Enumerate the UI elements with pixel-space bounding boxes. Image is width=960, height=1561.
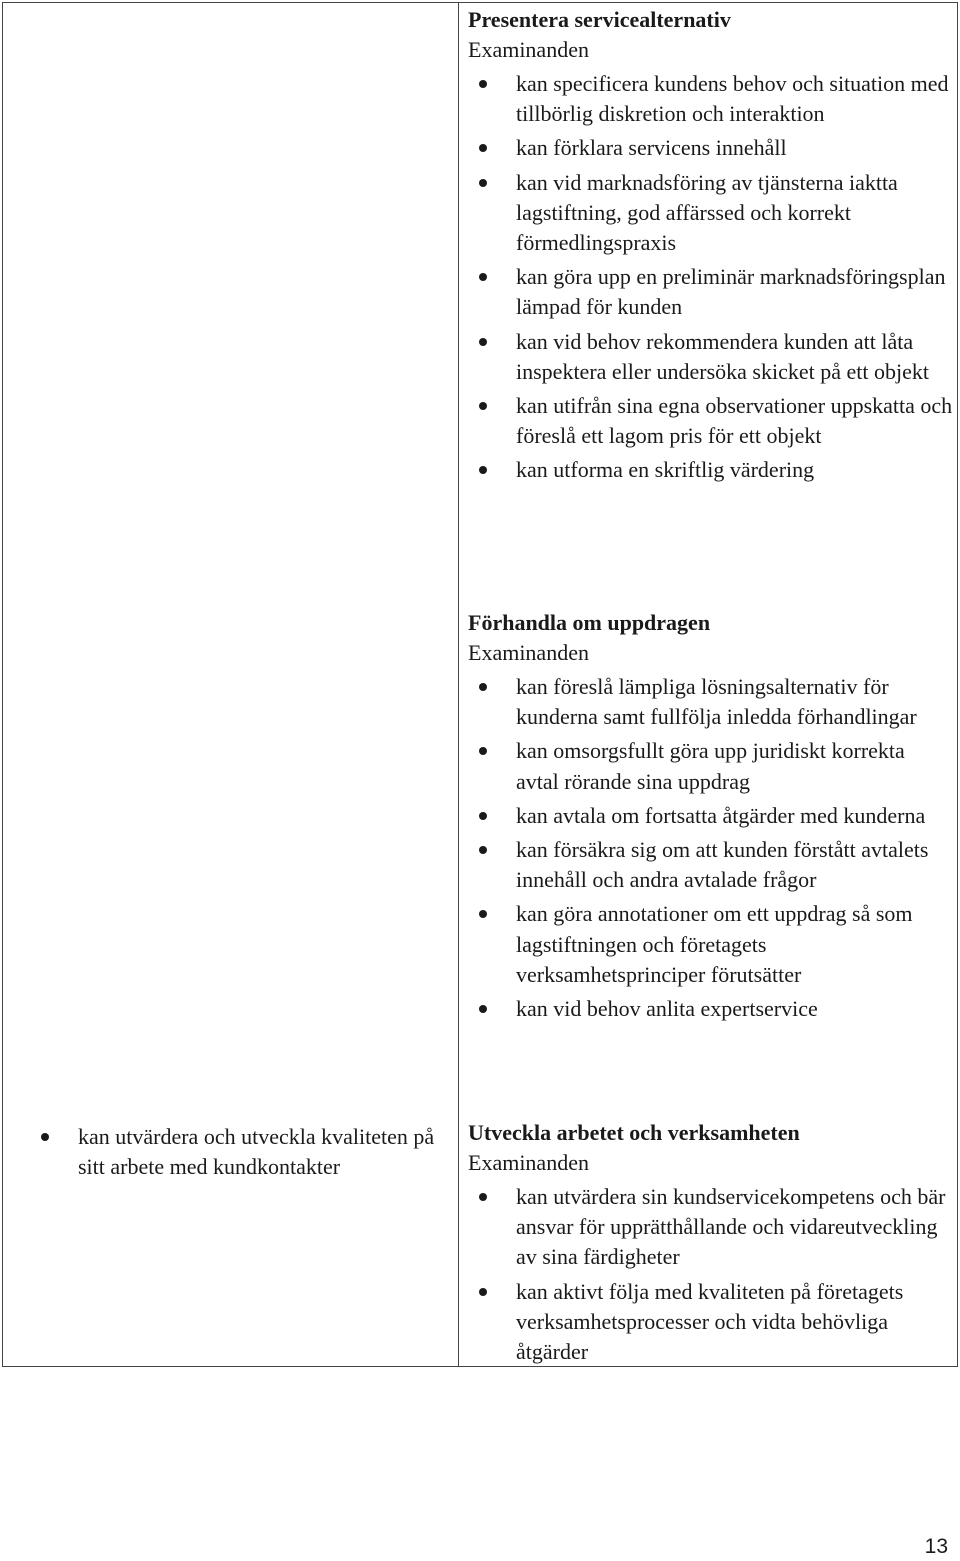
list-item bbox=[468, 455, 953, 485]
list-item bbox=[468, 327, 953, 387]
list-item bbox=[468, 69, 953, 129]
list-item-text: kan avtala om fortsatta åtgärder med kunderna bbox=[516, 802, 926, 828]
list-item-text: kan föreslå lämpliga lösningsalternativ för kunderna samt fullfölja inledda förhandlingar bbox=[516, 674, 917, 730]
list-item-text: kan aktivt följa med kvaliteten på företagets verksamhetsprocesser och vidta behövliga åtgärder bbox=[516, 1278, 904, 1365]
list-item-text: kan vid behov rekommendera kunden att låta inspektera eller undersöka skicket på ett objekt bbox=[516, 328, 929, 384]
list-item bbox=[468, 133, 953, 163]
list-item bbox=[468, 1182, 953, 1273]
bullet-icon bbox=[479, 747, 487, 755]
section-title: Utveckla arbetet och verksamheten bbox=[468, 1120, 800, 1145]
criteria-table bbox=[2, 2, 958, 1367]
bullet-icon bbox=[479, 402, 487, 410]
list-item bbox=[468, 736, 953, 796]
bullet-icon bbox=[479, 846, 487, 854]
left-column-list bbox=[35, 1122, 445, 1186]
bullet-icon bbox=[479, 144, 487, 152]
bullet-icon bbox=[479, 338, 487, 346]
list-item-text: kan göra annotationer om ett uppdrag så som lagstiftningen och företagets verksamhetsprinciper förutsätter bbox=[516, 901, 913, 987]
list-item-text: kan försäkra sig om att kunden förstått avtalets innehåll och andra avtalade frågor bbox=[516, 837, 929, 893]
section-presentera bbox=[468, 5, 953, 490]
list-item-text: kan förklara servicens innehåll bbox=[516, 135, 787, 161]
list-item bbox=[468, 672, 953, 732]
criteria-list bbox=[468, 672, 953, 1024]
bullet-icon bbox=[479, 1193, 487, 1201]
bullet-icon bbox=[479, 466, 487, 474]
list-item-text: kan vid behov anlita expertservice bbox=[516, 996, 818, 1022]
bullet-icon bbox=[41, 1133, 49, 1141]
list-item-text: kan omsorgsfullt göra upp juridiskt korrekta avtal rörande sina uppdrag bbox=[516, 738, 905, 794]
right-column-cell bbox=[460, 3, 957, 1366]
bullet-icon bbox=[479, 1005, 487, 1013]
bullet-icon bbox=[479, 80, 487, 88]
list-item bbox=[35, 1122, 445, 1182]
list-item bbox=[468, 994, 953, 1024]
section-title: Förhandla om uppdragen bbox=[468, 610, 711, 635]
list-item-text: kan vid marknadsföring av tjänsterna iaktta lagstiftning, god affärssed och korrekt förmedlingspraxis bbox=[516, 169, 898, 256]
list-item-text: kan göra upp en preliminär marknadsföringsplan lämpad för kunden bbox=[516, 264, 946, 320]
bullet-icon bbox=[479, 812, 487, 820]
list-item-text: kan utforma en skriftlig värdering bbox=[516, 457, 815, 483]
list-item bbox=[468, 801, 953, 831]
section-forhandla bbox=[468, 608, 953, 1028]
list-item-text: kan specificera kundens behov och situation med tillbörlig diskretion och interaktion bbox=[516, 71, 949, 127]
section-subtitle: Examinanden bbox=[468, 640, 589, 665]
list-item bbox=[468, 899, 953, 990]
section-title: Presentera servicealternativ bbox=[468, 7, 731, 32]
column-divider bbox=[458, 3, 459, 1366]
list-item-text: kan utifrån sina egna observationer uppskatta och föreslå ett lagom pris för ett objekt bbox=[516, 393, 953, 449]
section-subtitle: Examinanden bbox=[468, 37, 589, 62]
list-item bbox=[468, 168, 953, 259]
list-item bbox=[468, 835, 953, 895]
criteria-list bbox=[468, 69, 953, 486]
section-utveckla bbox=[468, 1118, 953, 1371]
list-item bbox=[468, 391, 953, 451]
list-item bbox=[468, 262, 953, 322]
bullet-icon bbox=[479, 910, 487, 918]
list-item-text: kan utvärdera sin kundservicekompetens och bär ansvar för upprätthållande och vidareutveckling av sina färdigheter bbox=[516, 1184, 946, 1270]
bullet-icon bbox=[479, 179, 487, 187]
bullet-icon bbox=[479, 273, 487, 281]
list-item bbox=[468, 1277, 953, 1368]
criteria-list bbox=[468, 1182, 953, 1367]
list-item-text: kan utvärdera och utveckla kvaliteten på sitt arbete med kundkontakter bbox=[78, 1124, 435, 1180]
bullet-icon bbox=[479, 683, 487, 691]
left-column-cell bbox=[3, 3, 458, 1366]
section-subtitle: Examinanden bbox=[468, 1150, 589, 1175]
page-number: 13 bbox=[924, 1535, 948, 1558]
bullet-icon bbox=[479, 1288, 487, 1296]
